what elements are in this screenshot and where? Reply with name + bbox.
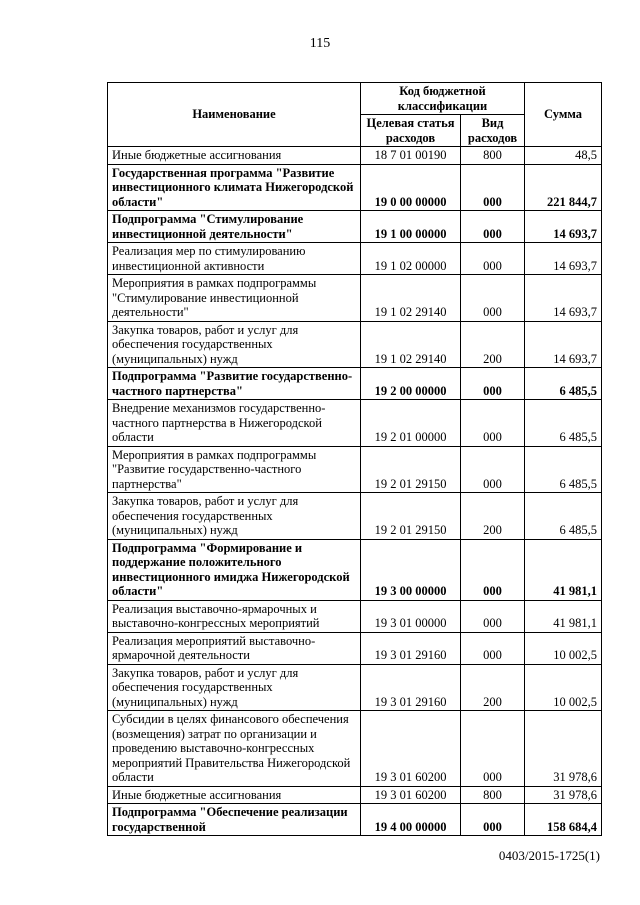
table-row bbox=[108, 493, 602, 540]
header-code-group: Код бюджетной классификации bbox=[361, 83, 525, 115]
table-row bbox=[108, 211, 602, 243]
table-row bbox=[108, 164, 602, 211]
row-name: Реализация выставочно-ярмарочных и выставочно-конгрессных мероприятий bbox=[108, 600, 361, 632]
row-expense-type: 000 bbox=[461, 600, 525, 632]
row-target-code: 19 0 00 00000 bbox=[361, 164, 461, 211]
header-name: Наименование bbox=[108, 83, 361, 147]
row-target-code: 19 2 01 00000 bbox=[361, 400, 461, 447]
header-target: Целевая статья расходов bbox=[361, 115, 461, 147]
row-target-code: 19 4 00 00000 bbox=[361, 804, 461, 836]
table-row bbox=[108, 275, 602, 322]
row-sum: 6 485,5 bbox=[525, 493, 602, 540]
row-expense-type: 000 bbox=[461, 539, 525, 600]
table-row bbox=[108, 539, 602, 600]
table-row bbox=[108, 804, 602, 836]
row-expense-type: 000 bbox=[461, 275, 525, 322]
page-number: 115 bbox=[309, 36, 331, 51]
document-code: 0403/2015-1725(1) bbox=[498, 848, 600, 863]
table-row bbox=[108, 400, 602, 447]
row-sum: 48,5 bbox=[525, 147, 602, 165]
row-sum: 221 844,7 bbox=[525, 164, 602, 211]
table-row bbox=[108, 446, 602, 493]
row-sum: 41 981,1 bbox=[525, 600, 602, 632]
row-expense-type: 200 bbox=[461, 493, 525, 540]
row-name: Реализация мероприятий выставочно-ярмарочной деятельности bbox=[108, 632, 361, 664]
row-target-code: 19 3 01 00000 bbox=[361, 600, 461, 632]
row-target-code: 19 2 01 29150 bbox=[361, 446, 461, 493]
row-target-code: 19 1 02 29140 bbox=[361, 321, 461, 368]
row-target-code: 18 7 01 00190 bbox=[361, 147, 461, 165]
row-expense-type: 000 bbox=[461, 632, 525, 664]
row-sum: 14 693,7 bbox=[525, 275, 602, 322]
row-target-code: 19 3 01 29160 bbox=[361, 632, 461, 664]
table-row bbox=[108, 632, 602, 664]
table-row bbox=[108, 321, 602, 368]
row-expense-type: 200 bbox=[461, 321, 525, 368]
row-expense-type: 000 bbox=[461, 164, 525, 211]
row-sum: 158 684,4 bbox=[525, 804, 602, 836]
row-sum: 6 485,5 bbox=[525, 400, 602, 447]
row-target-code: 19 2 01 29150 bbox=[361, 493, 461, 540]
row-expense-type: 000 bbox=[461, 243, 525, 275]
row-name: Иные бюджетные ассигнования bbox=[108, 147, 361, 165]
row-expense-type: 000 bbox=[461, 804, 525, 836]
row-target-code: 19 2 00 00000 bbox=[361, 368, 461, 400]
row-sum: 14 693,7 bbox=[525, 321, 602, 368]
row-expense-type: 000 bbox=[461, 368, 525, 400]
row-sum: 6 485,5 bbox=[525, 368, 602, 400]
row-name: Подпрограмма "Формирование и поддержание положительного инвестиционного имиджа Нижегородской области" bbox=[108, 539, 361, 600]
header-sum: Сумма bbox=[525, 83, 602, 147]
row-target-code: 19 1 02 00000 bbox=[361, 243, 461, 275]
row-target-code: 19 1 00 00000 bbox=[361, 211, 461, 243]
row-sum: 14 693,7 bbox=[525, 243, 602, 275]
row-sum: 41 981,1 bbox=[525, 539, 602, 600]
row-expense-type: 800 bbox=[461, 786, 525, 804]
row-expense-type: 000 bbox=[461, 446, 525, 493]
row-target-code: 19 1 02 29140 bbox=[361, 275, 461, 322]
row-name: Внедрение механизмов государственно-частного партнерства в Нижегородской области bbox=[108, 400, 361, 447]
row-name: Иные бюджетные ассигнования bbox=[108, 786, 361, 804]
budget-table bbox=[107, 82, 602, 836]
table-row bbox=[108, 711, 602, 787]
table-row bbox=[108, 600, 602, 632]
row-target-code: 19 3 01 60200 bbox=[361, 711, 461, 787]
table-row bbox=[108, 664, 602, 711]
row-name: Закупка товаров, работ и услуг для обеспечения государственных (муниципальных) нужд bbox=[108, 493, 361, 540]
row-sum: 31 978,6 bbox=[525, 786, 602, 804]
row-target-code: 19 3 01 29160 bbox=[361, 664, 461, 711]
row-name: Закупка товаров, работ и услуг для обеспечения государственных (муниципальных) нужд bbox=[108, 321, 361, 368]
row-sum: 14 693,7 bbox=[525, 211, 602, 243]
row-sum: 31 978,6 bbox=[525, 711, 602, 787]
table-row bbox=[108, 368, 602, 400]
row-expense-type: 000 bbox=[461, 211, 525, 243]
row-name: Субсидии в целях финансового обеспечения (возмещения) затрат по организации и проведению выставочно-конгрессных мероприятий Правительства Нижегородской области bbox=[108, 711, 361, 787]
row-name: Подпрограмма "Обеспечение реализации государственной bbox=[108, 804, 361, 836]
row-name: Мероприятия в рамках подпрограммы "Развитие государственно-частного партнерства" bbox=[108, 446, 361, 493]
row-name: Государственная программа "Развитие инвестиционного климата Нижегородской области" bbox=[108, 164, 361, 211]
row-name: Реализация мер по стимулированию инвестиционной активности bbox=[108, 243, 361, 275]
row-target-code: 19 3 00 00000 bbox=[361, 539, 461, 600]
row-expense-type: 200 bbox=[461, 664, 525, 711]
header-type: Вид расходов bbox=[461, 115, 525, 147]
row-name: Подпрограмма "Развитие государственно-частного партнерства" bbox=[108, 368, 361, 400]
table-row bbox=[108, 243, 602, 275]
row-name: Закупка товаров, работ и услуг для обеспечения государственных (муниципальных) нужд bbox=[108, 664, 361, 711]
row-sum: 10 002,5 bbox=[525, 632, 602, 664]
row-expense-type: 800 bbox=[461, 147, 525, 165]
row-sum: 6 485,5 bbox=[525, 446, 602, 493]
row-expense-type: 000 bbox=[461, 711, 525, 787]
row-target-code: 19 3 01 60200 bbox=[361, 786, 461, 804]
row-name: Подпрограмма "Стимулирование инвестиционной деятельности" bbox=[108, 211, 361, 243]
row-expense-type: 000 bbox=[461, 400, 525, 447]
row-name: Мероприятия в рамках подпрограммы "Стимулирование инвестиционной деятельности" bbox=[108, 275, 361, 322]
table-row bbox=[108, 786, 602, 804]
row-sum: 10 002,5 bbox=[525, 664, 602, 711]
table-row bbox=[108, 147, 602, 165]
